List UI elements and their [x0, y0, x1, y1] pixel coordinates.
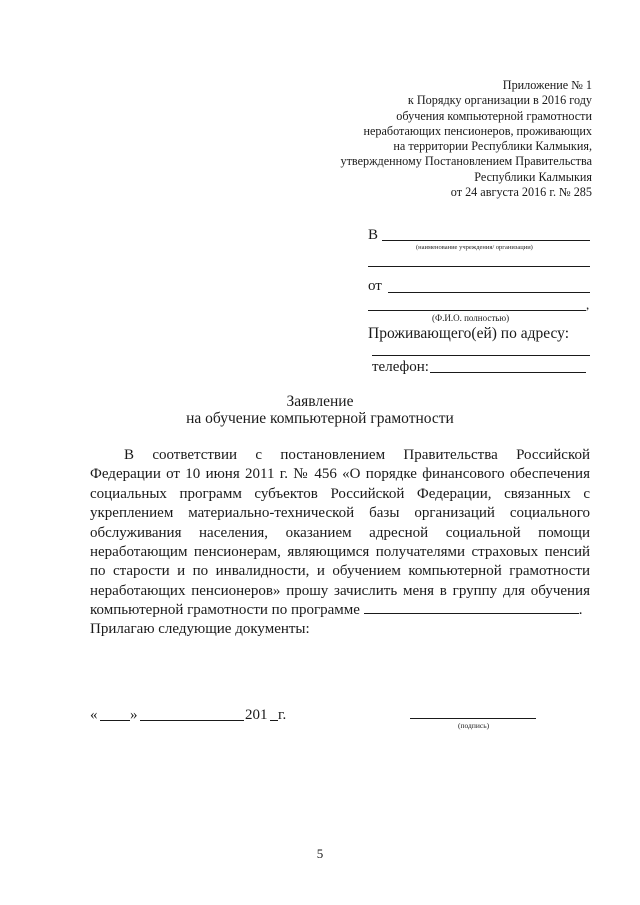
appendix-line: от 24 августа 2016 г. № 285: [450, 185, 592, 200]
name-hint: (Ф.И.О. полностью): [432, 313, 510, 323]
body-line: В соответствии с постановлением Правительства Российской: [124, 447, 590, 463]
date-year-suffix: г.: [278, 707, 287, 723]
recipient-hint: (наименование учреждения/ организации): [416, 244, 533, 251]
recipient-field[interactable]: [382, 240, 590, 241]
appendix-line: к Порядку организации в 2016 году: [407, 93, 592, 108]
attachments-label: Прилагаю следующие документы:: [90, 621, 310, 637]
statement-title: Заявление: [286, 393, 354, 410]
appendix-line: неработающих пенсионеров, проживающих: [363, 123, 592, 138]
phone-field[interactable]: [430, 372, 586, 373]
appendix-header: [272, 78, 592, 200]
appendix-line: на территории Республики Калмыкия,: [393, 139, 592, 154]
date-year-field[interactable]: [270, 720, 278, 721]
address-field[interactable]: [372, 355, 590, 356]
applicant-name-field[interactable]: [388, 292, 590, 293]
body-line: по старости и по инвалидности, и обучением компьютерной грамотности: [90, 563, 590, 580]
body-line: неработающих пенсионеров» прошу зачислить меня в группу для обучения: [90, 582, 590, 599]
recipient-field-line2[interactable]: [368, 266, 590, 267]
date-close-quote: »: [130, 707, 138, 723]
phone-label: телефон:: [372, 359, 429, 375]
program-field[interactable]: [364, 601, 579, 614]
address-label: Проживающего(ей) по адресу:: [368, 325, 570, 342]
appendix-line: обучения компьютерной грамотности: [396, 108, 592, 123]
appendix-line: Приложение № 1: [502, 78, 592, 92]
from-prefix: от: [368, 278, 382, 294]
signature-field[interactable]: [410, 718, 536, 719]
signature-hint: (подпись): [458, 721, 490, 730]
date-month-field[interactable]: [140, 720, 244, 721]
body-line: неработающим пенсионерам, являющимся получателями страховых пенсий: [90, 543, 590, 560]
appendix-line: Республики Калмыкия: [474, 169, 592, 184]
date-year-prefix: 201: [245, 707, 268, 723]
statement-body: [90, 446, 590, 621]
body-line: компьютерной грамотности по программе: [90, 602, 360, 619]
name-comma: ,: [586, 297, 590, 312]
body-line: обслуживания населения, оказанием адресной социальной помощи: [90, 524, 590, 541]
appendix-line: утвержденному Постановлением Правительства: [340, 154, 592, 169]
body-line: социальных программ субъектов Российской Федерации, связанных с: [90, 485, 590, 502]
body-line: укреплением материально-технической базы организаций социального: [90, 505, 590, 522]
statement-subtitle: на обучение компьютерной грамотности: [186, 410, 454, 427]
to-prefix: В: [368, 227, 379, 243]
body-end-period: .: [578, 602, 583, 619]
applicant-name-field-line2[interactable]: [368, 310, 586, 311]
page-number: 5: [316, 846, 324, 861]
body-line: Федерации от 10 июня 2011 г. № 456 «О порядке финансового обеспечения: [90, 466, 590, 483]
body-last-line: [90, 601, 590, 620]
date-open-quote: «: [90, 707, 98, 723]
date-day-field[interactable]: [100, 720, 130, 721]
